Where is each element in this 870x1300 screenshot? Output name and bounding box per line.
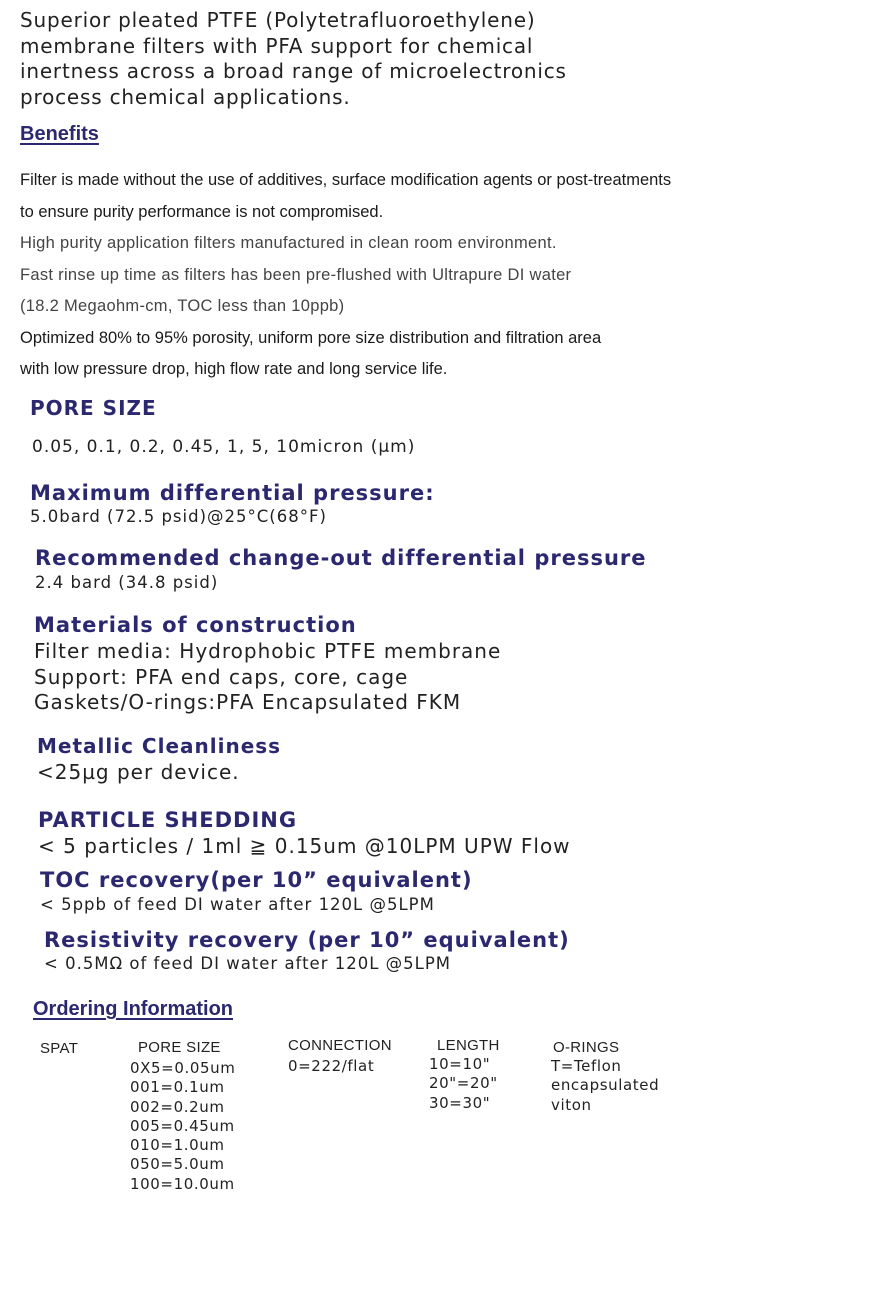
pore-size-option: 100=10.0um [130, 1174, 235, 1193]
particle-value: < 5 particles / 1ml ≧ 0.15um @10LPM UPW Flow [38, 834, 571, 858]
connection-column-header: CONNECTION [288, 1037, 392, 1054]
pore-size-column [130, 1059, 235, 1194]
benefit-line: Filter is made without the use of additives, surface modification agents or post-treatments [20, 171, 672, 189]
particle-heading: PARTICLE SHEDDING [38, 808, 298, 832]
pore-size-option: 002=0.2um [130, 1097, 225, 1116]
length-column [429, 1055, 498, 1113]
connection-column [288, 1057, 374, 1076]
o-ring-option: encapsulated [551, 1076, 660, 1095]
benefit-line: with low pressure drop, high flow rate and long service life. [20, 360, 448, 378]
length-option: 10=10" [429, 1055, 491, 1073]
o-rings-column-header: O-RINGS [553, 1039, 620, 1056]
max-pressure-heading: Maximum differential pressure: [30, 481, 435, 505]
pore-size-option: 005=0.45um [130, 1116, 235, 1135]
intro-line: inertness across a broad range of microelectronics [20, 59, 567, 83]
change-out-heading: Recommended change-out differential pressure [35, 546, 647, 570]
pore-size-option: 0X5=0.05um [130, 1059, 236, 1077]
intro-line: membrane filters with PFA support for chemical [20, 33, 534, 58]
max-pressure-value: 5.0bard (72.5 psid)@25°C(68°F) [30, 507, 327, 526]
spat-label: SPAT [40, 1040, 79, 1057]
pore-size-column-header: PORE SIZE [138, 1039, 221, 1056]
o-rings-column [551, 1057, 659, 1115]
pore-size-option: 050=5.0um [130, 1155, 225, 1174]
benefits-list [20, 168, 671, 389]
material-line: Filter media: Hydrophobic PTFE membrane [34, 639, 502, 663]
intro-line: process chemical applications. [20, 84, 351, 109]
benefit-line: High purity application filters manufactured in clean room environment. [20, 234, 557, 252]
pore-size-option: 010=1.0um [130, 1136, 225, 1155]
pore-size-value: 0.05, 0.1, 0.2, 0.45, 1, 5, 10micron (µm) [32, 437, 416, 457]
material-line: Support: PFA end caps, core, cage [34, 664, 409, 689]
toc-heading: TOC recovery(per 10” equivalent) [40, 868, 473, 892]
o-ring-option: viton [551, 1095, 592, 1114]
benefits-heading: Benefits [20, 123, 99, 145]
o-ring-option: T=Teflon [551, 1057, 622, 1075]
length-option: 30=30" [429, 1093, 491, 1112]
length-option: 20"=20" [429, 1074, 498, 1093]
change-out-value: 2.4 bard (34.8 psid) [35, 573, 219, 592]
toc-value: < 5ppb of feed DI water after 120L @5LPM [40, 895, 435, 914]
pore-size-heading: PORE SIZE [30, 396, 157, 420]
resistivity-value: < 0.5MΩ of feed DI water after 120L @5LPM [44, 954, 452, 973]
benefit-line: (18.2 Megaohm-cm, TOC less than 10ppb) [20, 297, 345, 315]
benefit-line: Optimized 80% to 95% porosity, uniform pore size distribution and filtration area [20, 328, 602, 347]
connection-option: 0=222/flat [288, 1057, 375, 1075]
pore-size-option: 001=0.1um [130, 1078, 225, 1097]
intro-line: Superior pleated PTFE (Polytetrafluoroethylene) [20, 8, 536, 32]
intro-paragraph [20, 8, 567, 110]
material-line: Gaskets/O-rings:PFA Encapsulated FKM [34, 690, 462, 714]
materials-list [34, 639, 501, 716]
benefit-line: Fast rinse up time as filters has been pre-flushed with Ultrapure DI water [20, 265, 572, 284]
metallic-value: <25µg per device. [37, 760, 240, 784]
length-column-header: LENGTH [437, 1037, 500, 1054]
resistivity-heading: Resistivity recovery (per 10” equivalent) [44, 928, 570, 952]
benefit-line: to ensure purity performance is not compromised. [20, 202, 384, 221]
materials-heading: Materials of construction [34, 613, 357, 637]
ordering-heading: Ordering Information [33, 998, 233, 1020]
metallic-heading: Metallic Cleanliness [37, 734, 282, 758]
